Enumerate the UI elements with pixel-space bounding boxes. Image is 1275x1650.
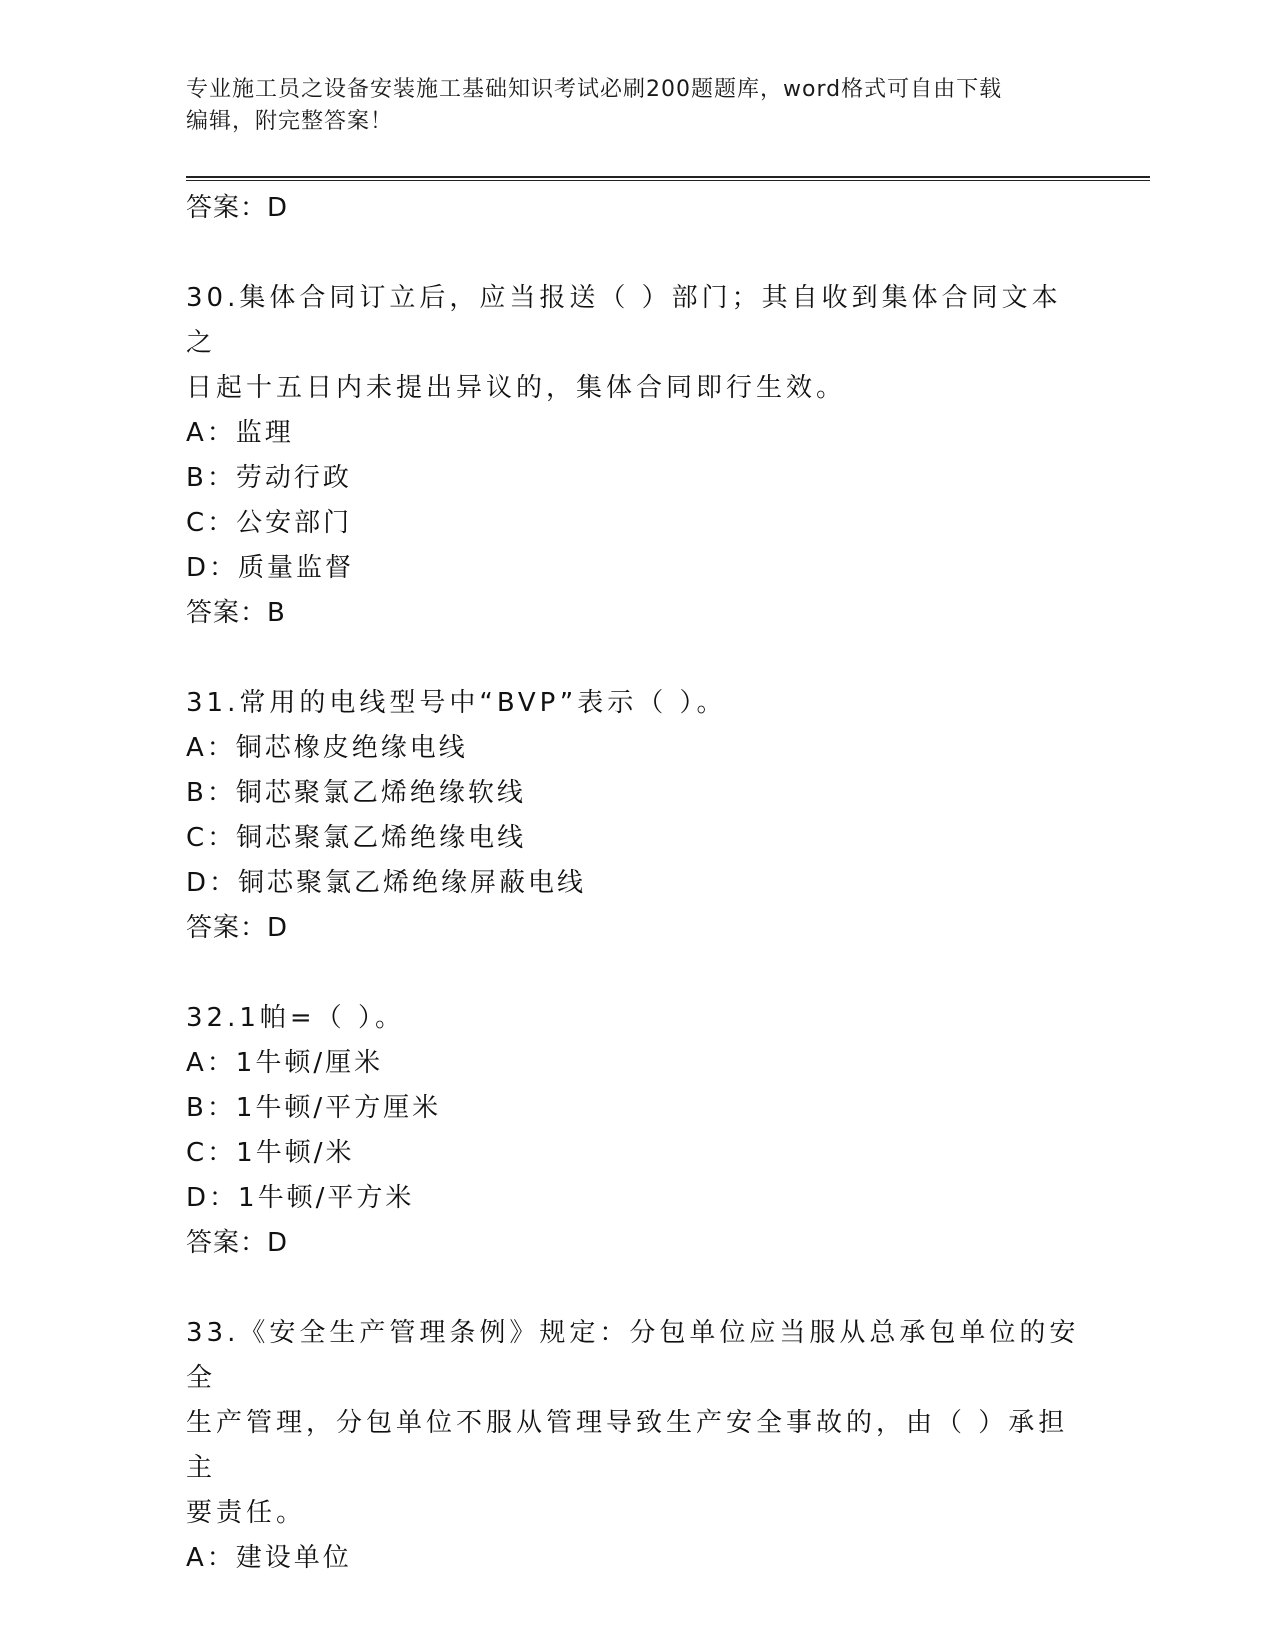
option-a: A：监理 [186, 418, 294, 448]
page-header [186, 74, 1086, 138]
spacer [186, 636, 1086, 681]
option-c: C：公安部门 [186, 508, 353, 538]
header-title-line-1: 专业施工员之设备安装施工基础知识考试必刷200题题库，word格式可自由下载 [186, 77, 1003, 102]
header-divider [186, 176, 1150, 181]
spacer [186, 231, 1086, 276]
spacer [186, 951, 1086, 996]
question-text-line: 生产管理，分包单位不服从管理导致生产安全事故的，由（ ）承担主 [186, 1408, 1069, 1483]
question-text-line: 32.1帕=（ ）。 [186, 1003, 405, 1033]
option-b: B：劳动行政 [186, 463, 352, 493]
option-c: C：1牛顿/米 [186, 1138, 355, 1168]
option-d: D：1牛顿/平方米 [186, 1183, 415, 1213]
option-b: B：铜芯聚氯乙烯绝缘软线 [186, 778, 526, 808]
header-title-line-2: 编辑，附完整答案！ [186, 109, 394, 134]
option-b: B：1牛顿/平方厘米 [186, 1093, 442, 1123]
question-text-line: 30.集体合同订立后，应当报送（ ）部门；其自收到集体合同文本之 [186, 283, 1062, 358]
question-item [186, 276, 1086, 636]
question-text-line: 33.《安全生产管理条例》规定：分包单位应当服从总承包单位的安全 [186, 1318, 1080, 1393]
previous-answer: 答案：D [186, 193, 289, 223]
question-item [186, 681, 1086, 951]
question-text-line: 日起十五日内未提出异议的，集体合同即行生效。 [186, 373, 847, 403]
answer-line: 答案：B [186, 598, 286, 628]
question-item [186, 1311, 1086, 1581]
question-list [186, 186, 1086, 1581]
question-text-line: 31.常用的电线型号中“BVP”表示（ ）。 [186, 688, 727, 718]
answer-line: 答案：D [186, 913, 289, 943]
option-a: A：建设单位 [186, 1543, 352, 1573]
answer-line: 答案：D [186, 1228, 289, 1258]
question-text-line: 要责任。 [186, 1498, 307, 1528]
option-d: D：质量监督 [186, 553, 355, 583]
question-item [186, 996, 1086, 1266]
option-a: A：铜芯橡皮绝缘电线 [186, 733, 468, 763]
option-d: D：铜芯聚氯乙烯绝缘屏蔽电线 [186, 868, 587, 898]
option-a: A：1牛顿/厘米 [186, 1048, 384, 1078]
spacer [186, 1266, 1086, 1311]
option-c: C：铜芯聚氯乙烯绝缘电线 [186, 823, 527, 853]
